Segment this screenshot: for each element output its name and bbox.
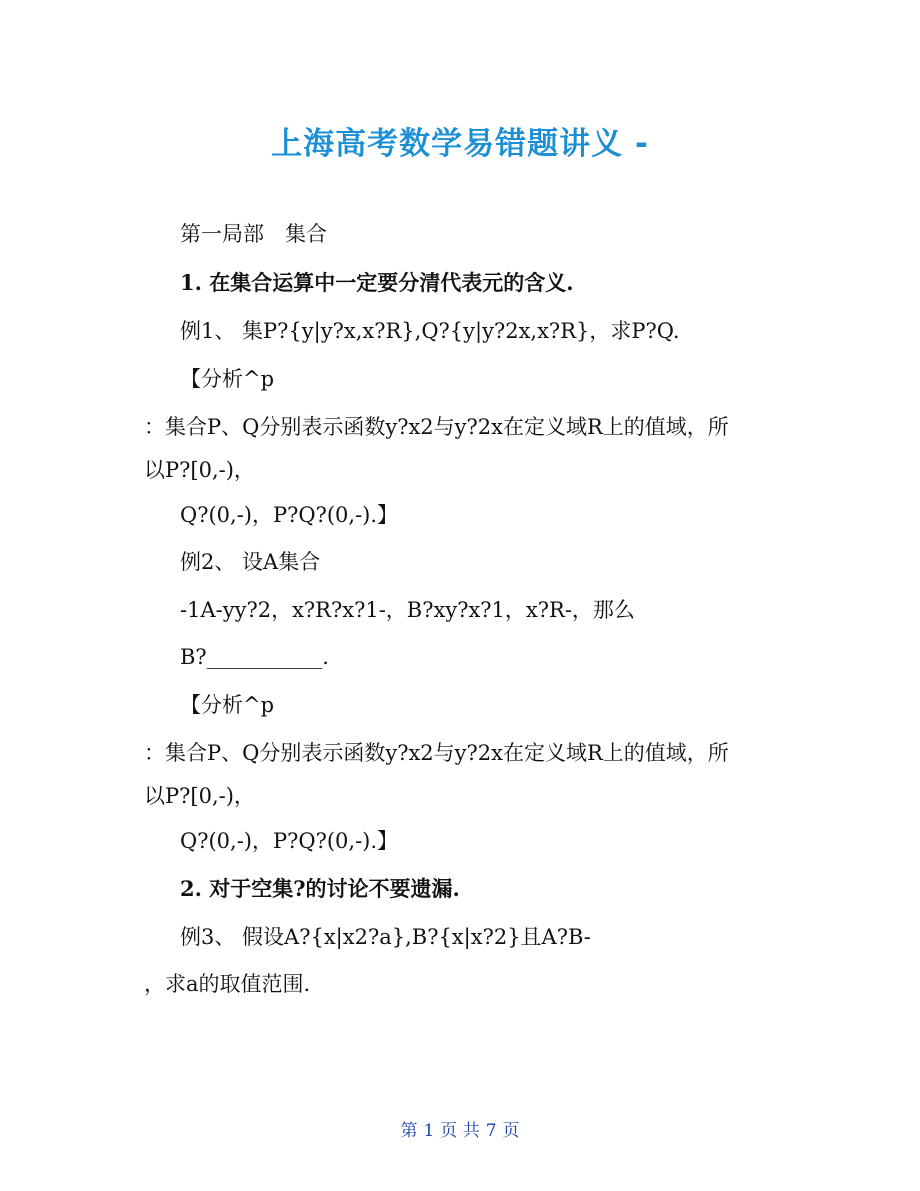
footer-prefix: 第	[400, 1121, 418, 1141]
analysis-text-2b: 以P?[0,-)，	[144, 784, 255, 808]
example-2-sets: -1A-yy?2，x?R?x?1-，B?xy?x?1，x?R-，那么	[180, 598, 635, 622]
analysis-result-2: Q?(0,-)，P?Q?(0,-).】	[180, 829, 399, 853]
example-1: 例1、 集P?{y|y?x,x?R},Q?{y|y?2x,x?R}，求P?Q.	[180, 319, 680, 343]
analysis-result-1: Q?(0,-)，P?Q?(0,-).】	[180, 503, 399, 527]
footer-mid: 页 共	[440, 1121, 480, 1141]
example-2: 例2、 设A集合	[180, 550, 321, 574]
example-3: 例3、 假设A?{x|x2?a},B?{x|x?2}且A?B-	[180, 925, 591, 949]
analysis-text-1b: 以P?[0,-)，	[144, 458, 255, 482]
analysis-label-1: 【分析^p	[180, 367, 275, 391]
rule-1: 1. 在集合运算中一定要分清代表元的含义.	[180, 270, 574, 295]
footer-suffix: 页	[502, 1121, 520, 1141]
footer-total-pages: 7	[485, 1121, 497, 1141]
page-footer	[0, 1116, 920, 1141]
analysis-label-2: 【分析^p	[180, 693, 275, 717]
rule-2: 2. 对于空集?的讨论不要遗漏.	[180, 876, 460, 901]
example-2-blank: B?___________.	[180, 645, 329, 669]
document-title: 上海高考数学易错题讲义 -	[271, 126, 649, 162]
analysis-text-2: ：集合P、Q分别表示函数y?x2与y?2x在定义域R上的值域，所	[144, 741, 729, 765]
analysis-text-1: ：集合P、Q分别表示函数y?x2与y?2x在定义域R上的值域，所	[144, 415, 729, 439]
section-heading: 第一局部 集合	[180, 222, 327, 246]
footer-page-number: 1	[423, 1121, 435, 1141]
example-3-question: ，求a的取值范围.	[144, 972, 311, 996]
